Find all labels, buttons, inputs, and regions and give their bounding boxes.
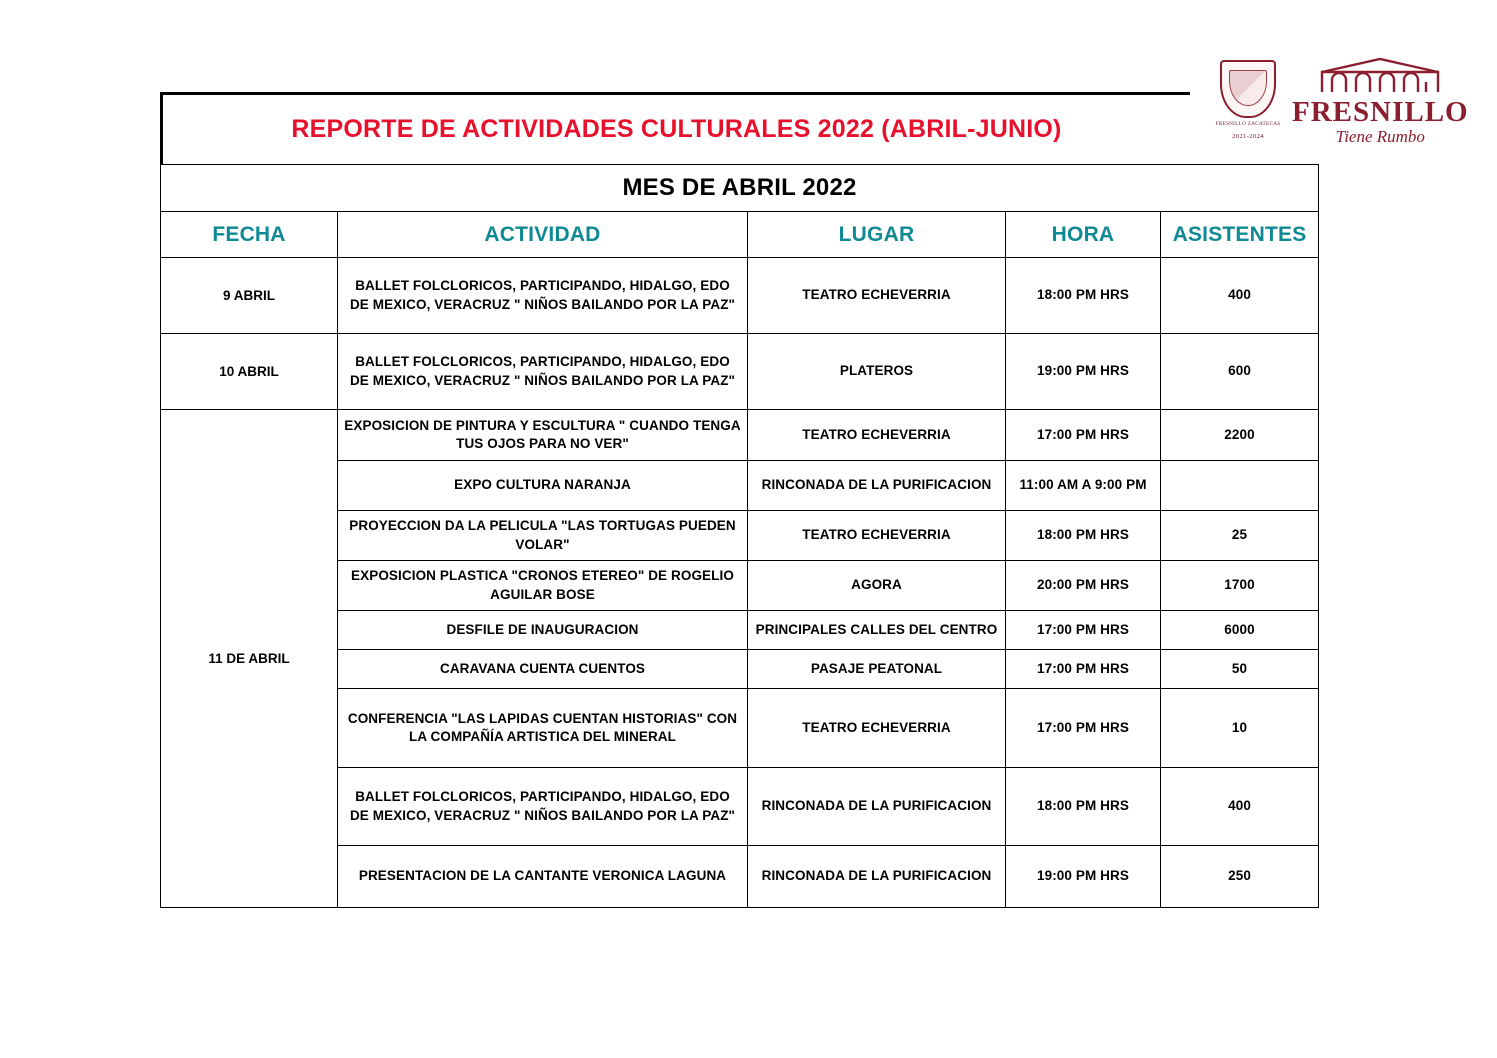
- table-row: [161, 258, 1319, 334]
- cell-asistentes: 600: [1161, 334, 1319, 410]
- cell-hora: 18:00 PM HRS: [1006, 511, 1161, 561]
- cell-hora: 20:00 PM HRS: [1006, 561, 1161, 611]
- brand-name: FRESNILLO: [1292, 95, 1469, 128]
- brand-tagline: Tiene Rumbo: [1335, 126, 1425, 146]
- report-document: [160, 92, 1318, 908]
- column-header-lugar: LUGAR: [748, 212, 1006, 258]
- crest-years: 2021-2024: [1232, 133, 1264, 140]
- cell-asistentes: [1161, 461, 1319, 511]
- cell-asistentes: 2200: [1161, 410, 1319, 461]
- table-row: [161, 334, 1319, 410]
- cell-hora: 18:00 PM HRS: [1006, 258, 1161, 334]
- cell-fecha: 11 DE ABRIL: [161, 410, 338, 908]
- cell-lugar: TEATRO ECHEVERRIA: [748, 689, 1006, 768]
- cell-actividad: CARAVANA CUENTA CUENTOS: [338, 650, 748, 689]
- cell-lugar: RINCONADA DE LA PURIFICACION: [748, 768, 1006, 846]
- cell-asistentes: 1700: [1161, 561, 1319, 611]
- activities-table: [160, 164, 1319, 908]
- cell-actividad: EXPO CULTURA NARANJA: [338, 461, 748, 511]
- cell-actividad: PRESENTACION DE LA CANTANTE VERONICA LAGUNA: [338, 846, 748, 908]
- cell-actividad: BALLET FOLCLORICOS, PARTICIPANDO, HIDALGO, EDO DE MEXICO, VERACRUZ " NIÑOS BAILANDO POR LA PAZ": [338, 334, 748, 410]
- cell-hora: 17:00 PM HRS: [1006, 611, 1161, 650]
- column-header-hora: HORA: [1006, 212, 1161, 258]
- cell-hora: 17:00 PM HRS: [1006, 410, 1161, 461]
- brand-block: [1292, 52, 1469, 147]
- cell-lugar: TEATRO ECHEVERRIA: [748, 511, 1006, 561]
- cell-actividad: EXPOSICION PLASTICA "CRONOS ETEREO" DE ROGELIO AGUILAR BOSE: [338, 561, 748, 611]
- aqueduct-svg: [1318, 56, 1442, 96]
- cell-lugar: RINCONADA DE LA PURIFICACION: [748, 461, 1006, 511]
- cell-hora: 19:00 PM HRS: [1006, 334, 1161, 410]
- cell-asistentes: 250: [1161, 846, 1319, 908]
- crest-subtitle: FRESNILLO ZACATECAS: [1215, 121, 1281, 128]
- month-header-cell: MES DE ABRIL 2022: [161, 165, 1319, 212]
- cell-actividad: PROYECCION DA LA PELICULA "LAS TORTUGAS PUEDEN VOLAR": [338, 511, 748, 561]
- cell-asistentes: 50: [1161, 650, 1319, 689]
- cell-hora: 18:00 PM HRS: [1006, 768, 1161, 846]
- column-header-row: [161, 212, 1319, 258]
- cell-lugar: PLATEROS: [748, 334, 1006, 410]
- cell-hora: 17:00 PM HRS: [1006, 650, 1161, 689]
- cell-asistentes: 400: [1161, 258, 1319, 334]
- table-body: [161, 165, 1319, 908]
- column-header-actividad: ACTIVIDAD: [338, 212, 748, 258]
- page-title: REPORTE DE ACTIVIDADES CULTURALES 2022 (ABRIL-JUNIO): [291, 115, 1062, 143]
- table-row: [161, 410, 1319, 461]
- column-header-fecha: FECHA: [161, 212, 338, 258]
- aqueduct-icon: [1318, 56, 1442, 96]
- cell-fecha: 9 ABRIL: [161, 258, 338, 334]
- cell-asistentes: 25: [1161, 511, 1319, 561]
- cell-lugar: RINCONADA DE LA PURIFICACION: [748, 846, 1006, 908]
- cell-asistentes: 10: [1161, 689, 1319, 768]
- cell-hora: 11:00 AM A 9:00 PM: [1006, 461, 1161, 511]
- column-header-asistentes: ASISTENTES: [1161, 212, 1319, 258]
- cell-actividad: EXPOSICION DE PINTURA Y ESCULTURA " CUANDO TENGA TUS OJOS PARA NO VER": [338, 410, 748, 461]
- cell-lugar: TEATRO ECHEVERRIA: [748, 410, 1006, 461]
- cell-hora: 19:00 PM HRS: [1006, 846, 1161, 908]
- report-title-row: [160, 92, 1190, 164]
- cell-asistentes: 400: [1161, 768, 1319, 846]
- cell-actividad: BALLET FOLCLORICOS, PARTICIPANDO, HIDALGO, EDO DE MEXICO, VERACRUZ " NIÑOS BAILANDO POR LA PAZ": [338, 768, 748, 846]
- cell-lugar: TEATRO ECHEVERRIA: [748, 258, 1006, 334]
- cell-lugar: AGORA: [748, 561, 1006, 611]
- cell-actividad: BALLET FOLCLORICOS, PARTICIPANDO, HIDALGO, EDO DE MEXICO, VERACRUZ " NIÑOS BAILANDO POR LA PAZ": [338, 258, 748, 334]
- cell-lugar: PASAJE PEATONAL: [748, 650, 1006, 689]
- cell-hora: 17:00 PM HRS: [1006, 689, 1161, 768]
- cell-asistentes: 6000: [1161, 611, 1319, 650]
- cell-actividad: DESFILE DE INAUGURACION: [338, 611, 748, 650]
- month-header-row: [161, 165, 1319, 212]
- cell-fecha: 10 ABRIL: [161, 334, 338, 410]
- cell-lugar: PRINCIPALES CALLES DEL CENTRO: [748, 611, 1006, 650]
- cell-actividad: CONFERENCIA "LAS LAPIDAS CUENTAN HISTORIAS" CON LA COMPAÑÍA ARTISTICA DEL MINERAL: [338, 689, 748, 768]
